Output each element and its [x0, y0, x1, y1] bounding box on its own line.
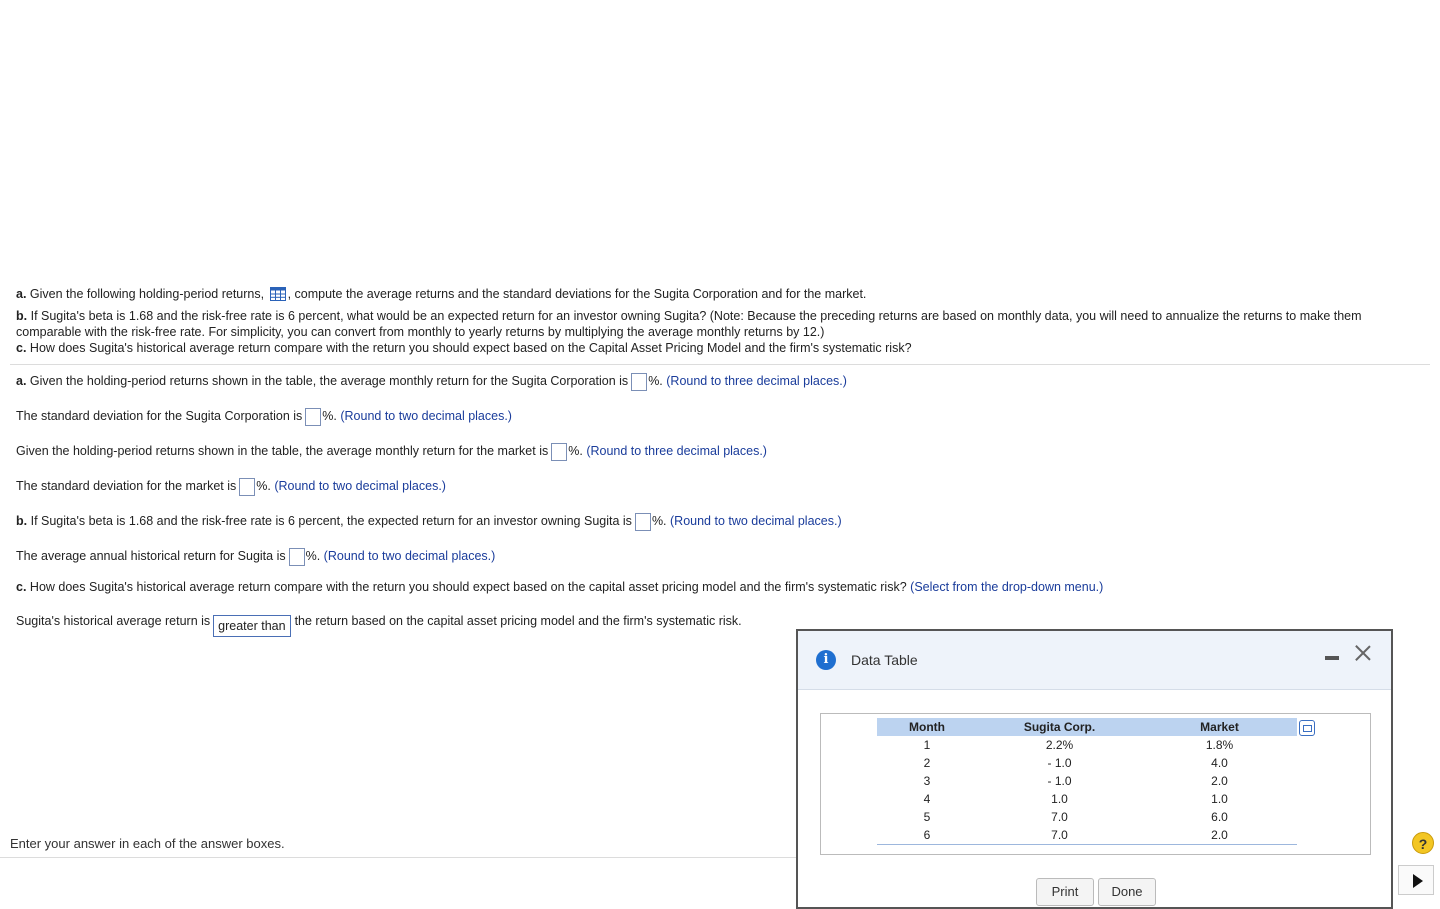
- table-row: [877, 808, 1297, 826]
- question-b-prefix: b.: [16, 309, 28, 323]
- answer-c1-prefix: c.: [16, 580, 27, 594]
- percent-suffix: %.: [568, 444, 583, 458]
- answer-a1-text: Given the holding-period returns shown in the table, the average monthly return for the Sugita Corporation is: [29, 374, 629, 388]
- answer-a1-hint: (Round to three decimal places.): [666, 374, 847, 388]
- section-divider: [10, 364, 1430, 365]
- answer-a3-text: Given the holding-period returns shown in the table, the average monthly return for the market is: [16, 444, 549, 458]
- column-header-market: Market: [1142, 718, 1297, 736]
- answer-b1-prefix: b.: [16, 514, 28, 528]
- answer-c2-suffix: the return based on the capital asset pricing model and the firm's systematic risk.: [294, 614, 742, 628]
- answer-c1-hint: (Select from the drop-down menu.): [910, 580, 1104, 594]
- column-header-sugita: Sugita Corp.: [977, 718, 1142, 736]
- answer-b1: [16, 513, 842, 531]
- annual-historical-return-input[interactable]: [289, 548, 305, 566]
- percent-suffix: %.: [305, 549, 321, 563]
- answer-c1-text: How does Sugita's historical average return compare with the return you should expect based on the capital asset pricing model and the firm's systematic risk?: [29, 580, 907, 594]
- answer-a1-prefix: a.: [16, 374, 27, 388]
- month-cell: 1: [923, 738, 931, 752]
- question-a-prefix: a.: [16, 287, 27, 301]
- answer-b1-text: If Sugita's beta is 1.68 and the risk-free rate is 6 percent, the expected return for an investor owning Sugita is: [30, 514, 632, 528]
- data-table-icon[interactable]: [270, 287, 286, 301]
- sugita-cell: - 1.0: [1047, 756, 1072, 770]
- question-a-text-2: , compute the average returns and the standard deviations for the Sugita Corporation and for the market.: [287, 287, 867, 301]
- answer-b2-text: The average annual historical return for Sugita is: [16, 549, 286, 563]
- answer-a4-text: The standard deviation for the market is: [16, 479, 237, 493]
- answer-a4: [16, 478, 446, 496]
- question-c: [16, 340, 1416, 356]
- percent-suffix: %.: [648, 374, 663, 388]
- market-avg-return-input[interactable]: [551, 443, 567, 461]
- month-cell: 5: [923, 810, 931, 824]
- month-cell: 3: [923, 774, 931, 788]
- month-cell: 4: [923, 792, 931, 806]
- answer-b2: [16, 548, 495, 566]
- next-button[interactable]: [1398, 865, 1434, 895]
- answer-b1-hint: (Round to two decimal places.): [670, 514, 842, 528]
- expected-return-input[interactable]: [635, 513, 651, 531]
- percent-suffix: %.: [651, 514, 667, 528]
- help-icon[interactable]: ?: [1412, 832, 1434, 854]
- sugita-cell: - 1.0: [1047, 774, 1072, 788]
- answer-a3: [16, 443, 767, 461]
- sugita-avg-return-input[interactable]: [631, 373, 647, 391]
- print-button[interactable]: Print: [1036, 878, 1094, 906]
- answer-a3-hint: (Round to three decimal places.): [586, 444, 767, 458]
- close-icon[interactable]: [1353, 643, 1373, 663]
- comparison-dropdown[interactable]: greater than: [213, 615, 290, 637]
- question-b: [16, 308, 1416, 340]
- sugita-cell: 1.0: [1051, 792, 1068, 806]
- sugita-cell: 7.0: [1051, 810, 1068, 824]
- market-cell: 2.0: [1142, 826, 1297, 845]
- market-std-dev-input[interactable]: [239, 478, 255, 496]
- table-row: [877, 790, 1297, 808]
- month-cell: 2: [923, 756, 931, 770]
- info-icon: i: [816, 650, 836, 670]
- answer-b2-hint: (Round to two decimal places.): [323, 549, 496, 563]
- copy-to-spreadsheet-icon[interactable]: [1299, 720, 1315, 736]
- answer-a2: [16, 408, 512, 426]
- market-cell: 1.0: [1211, 792, 1228, 806]
- answer-c2: [16, 614, 742, 637]
- question-b-text: If Sugita's beta is 1.68 and the risk-free rate is 6 percent, what would be an expected return for an investor owning Sugita? (Note: Because the preceding returns are based on monthly data, you will need to annualize the returns to make them comparable with the risk-free rate. For simplicity, you can convert from monthly to yearly returns by multiplying the average monthly returns by 12.): [16, 309, 1362, 339]
- answer-a2-text: The standard deviation for the Sugita Corporation is: [16, 409, 303, 423]
- data-table-dialog: [796, 629, 1393, 909]
- table-row: [877, 772, 1297, 790]
- question-a: [16, 286, 1416, 302]
- answer-a4-hint: (Round to two decimal places.): [274, 479, 446, 493]
- percent-suffix: %.: [322, 409, 337, 423]
- table-row: [877, 736, 1297, 754]
- sugita-cell: 2.2%: [1045, 738, 1074, 752]
- question-c-prefix: c.: [16, 341, 27, 355]
- sugita-std-dev-input[interactable]: [305, 408, 321, 426]
- data-table-frame: [820, 713, 1371, 855]
- question-c-text: How does Sugita's historical average return compare with the return you should expect based on the Capital Asset Pricing Model and the firm's systematic risk?: [29, 341, 912, 355]
- table-header-row: [877, 718, 1297, 736]
- answer-c1: [16, 580, 1103, 594]
- done-button[interactable]: Done: [1098, 878, 1156, 906]
- enter-answer-instruction: Enter your answer in each of the answer boxes.: [10, 836, 285, 851]
- answer-a1: [16, 373, 847, 391]
- question-block: [16, 286, 1416, 362]
- market-cell: 2.0: [1211, 774, 1228, 788]
- market-cell: 6.0: [1211, 810, 1228, 824]
- answer-c2-text: Sugita's historical average return is: [16, 614, 211, 628]
- footer-divider: [0, 857, 796, 858]
- table-row: [877, 754, 1297, 772]
- table-row: [877, 826, 1297, 845]
- column-header-month: Month: [877, 718, 977, 736]
- market-cell: 4.0: [1211, 756, 1228, 770]
- dialog-title: Data Table: [851, 652, 918, 668]
- play-arrow-icon: [1413, 874, 1423, 888]
- market-cell: 1.8%: [1205, 738, 1234, 752]
- answer-a2-hint: (Round to two decimal places.): [340, 409, 512, 423]
- sugita-cell: 7.0: [977, 826, 1142, 845]
- question-a-text: Given the following holding-period returns,: [29, 287, 265, 301]
- dialog-header: [798, 631, 1391, 690]
- percent-suffix: %.: [256, 479, 271, 493]
- returns-table: [877, 718, 1297, 845]
- month-cell: 6: [877, 826, 977, 845]
- minimize-icon[interactable]: [1325, 656, 1339, 660]
